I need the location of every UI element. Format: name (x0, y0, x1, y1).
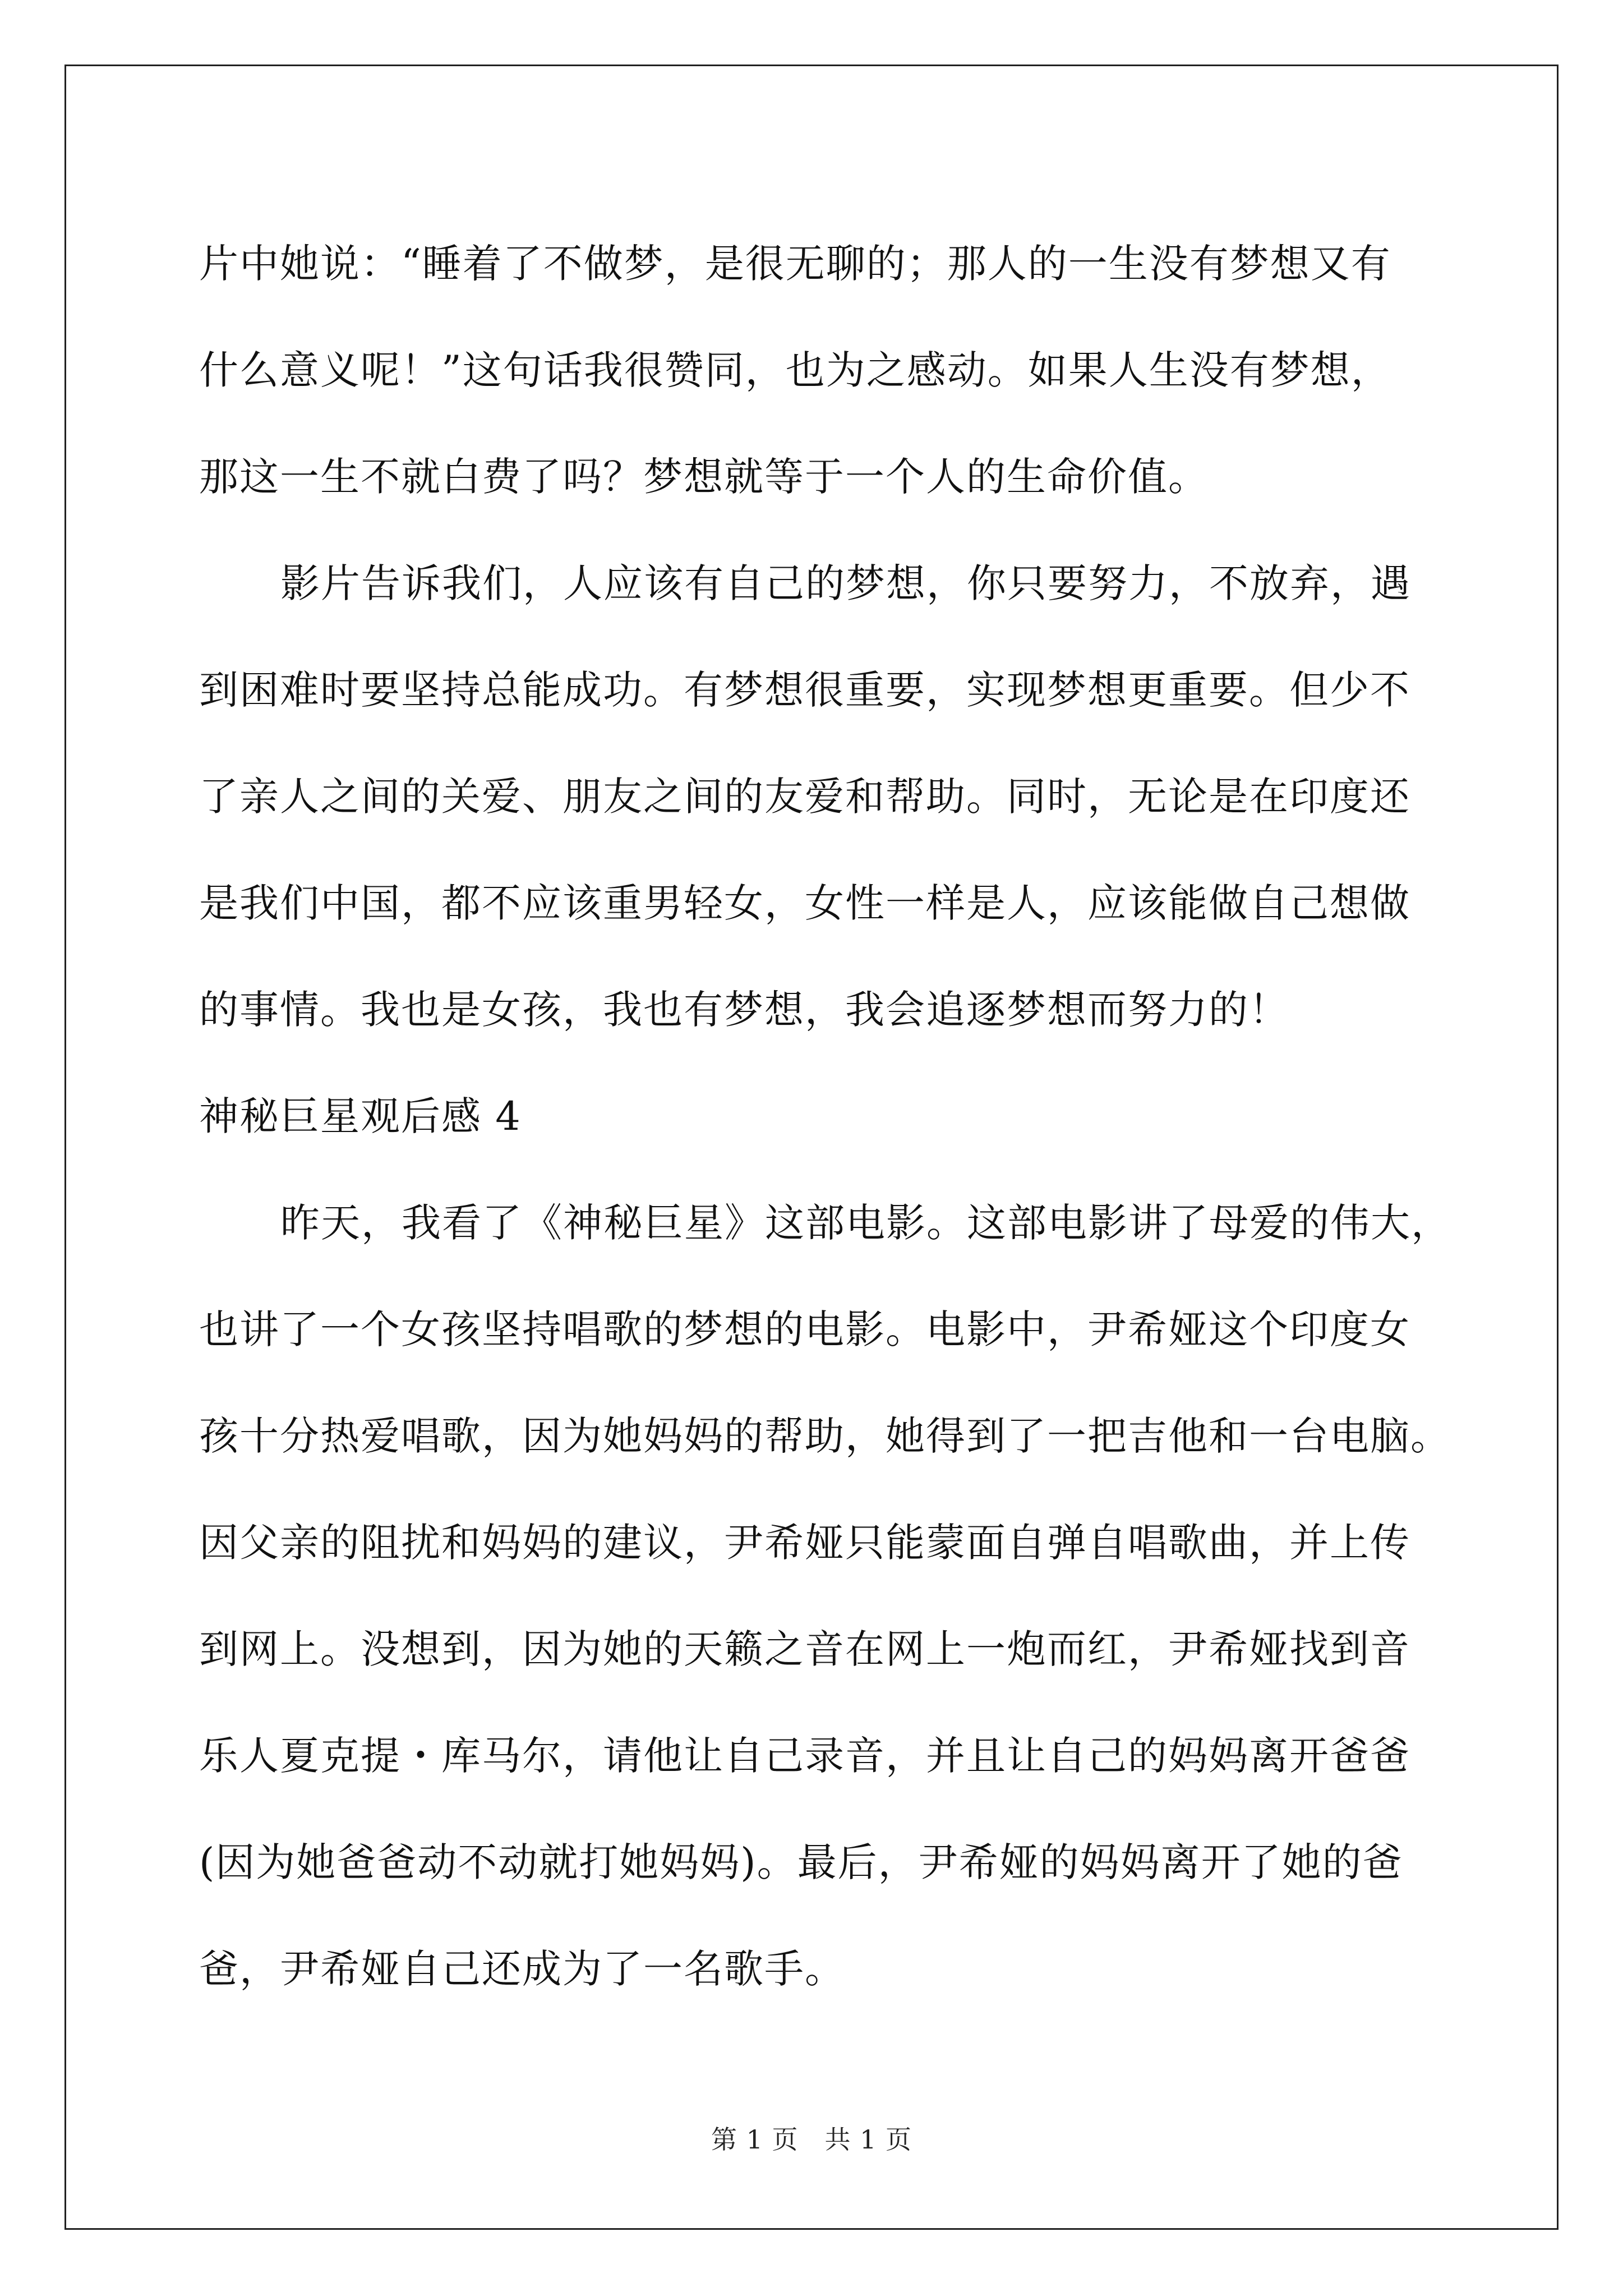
text-line: (因为她爸爸动不动就打她妈妈)。最后，尹希娅的妈妈离开了她的爸 (199, 1839, 1403, 1885)
text-line: 孩十分热爱唱歌，因为她妈妈的帮助，她得到了一把吉他和一台电脑。 (199, 1413, 1451, 1459)
text-line: 因父亲的阻扰和妈妈的建议，尹希娅只能蒙面自弹自唱歌曲，并上传 (199, 1520, 1410, 1566)
text-line: 的事情。我也是女孩，我也有梦想，我会追逐梦想而努力的！ (199, 987, 1289, 1033)
page-footer: 第 1 页 共 1 页 (711, 2124, 912, 2155)
text-line: 到困难时要坚持总能成功。有梦想很重要，实现梦想更重要。但少不 (199, 667, 1410, 713)
text-line: 到网上。没想到，因为她的天籁之音在网上一炮而红，尹希娅找到音 (199, 1626, 1410, 1672)
text-line: 片中她说：“睡着了不做梦，是很无聊的；那人的一生没有梦想又有 (199, 241, 1391, 287)
text-line: 了亲人之间的关爱、朋友之间的友爱和帮助。同时，无论是在印度还 (199, 774, 1410, 820)
text-line: 影片告诉我们，人应该有自己的梦想，你只要努力，不放弃，遇 (280, 560, 1411, 606)
paragraph-2 (199, 530, 1467, 1063)
text-line: 是我们中国，都不应该重男轻女，女性一样是人，应该能做自己想做 (199, 880, 1410, 926)
paragraph-3 (199, 1170, 1467, 2022)
document-body (199, 210, 1467, 2022)
section-heading: 神秘巨星观后感 4 (199, 1093, 522, 1139)
text-line: 爸，尹希娅自己还成为了一名歌手。 (199, 1946, 845, 1992)
text-line: 什么意义呢！”这句话我很赞同，也为之感动。如果人生没有梦想， (199, 347, 1391, 393)
text-line: 那这一生不就白费了吗？梦想就等于一个人的生命价值。 (199, 454, 1209, 500)
text-line: 乐人夏克提・库马尔，请他让自己录音，并且让自己的妈妈离开爸爸 (199, 1733, 1410, 1779)
text-line: 昨天，我看了《神秘巨星》这部电影。这部电影讲了母爱的伟大， (280, 1200, 1451, 1246)
paragraph-1 (199, 210, 1467, 530)
text-line: 也讲了一个女孩坚持唱歌的梦想的电影。电影中，尹希娅这个印度女 (199, 1306, 1410, 1352)
